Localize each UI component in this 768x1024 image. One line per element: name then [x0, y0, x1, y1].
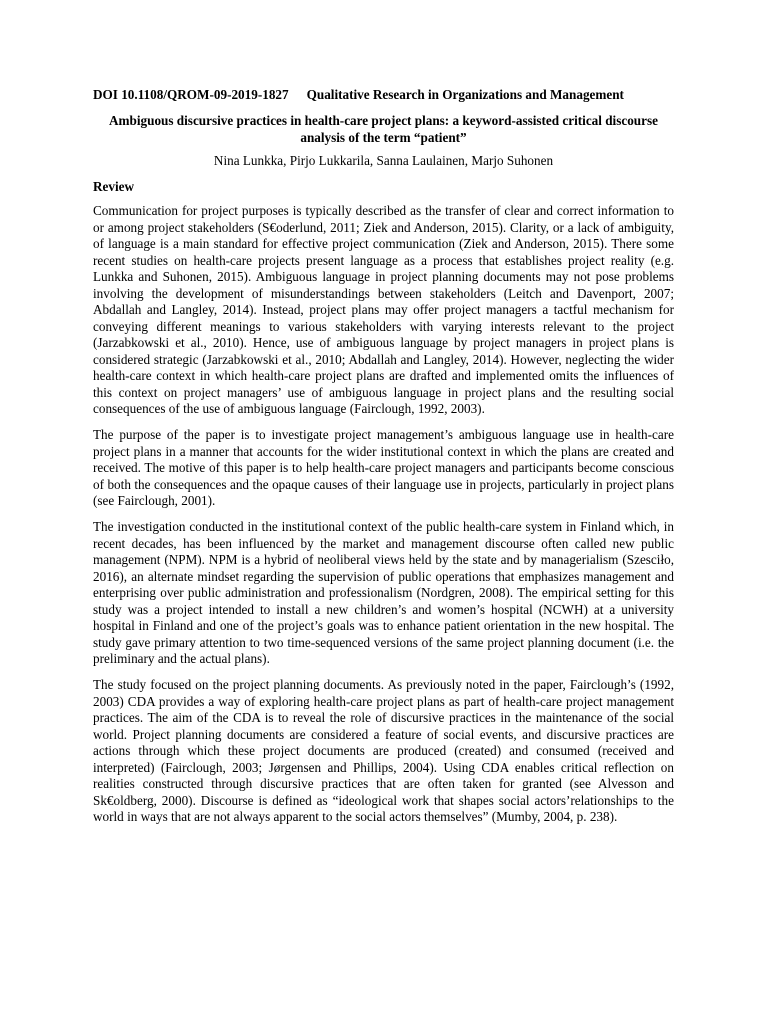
paper-page: [93, 86, 674, 835]
paper-title: Ambiguous discursive practices in health-care project plans: a keyword-assisted critical discourse analysis of the term “patient”: [109, 113, 658, 145]
body-paragraph-3: The investigation conducted in the institutional context of the public health-care system in Finland which, in recent decades, has been influenced by the market and management discourse often called new public management (NPM). NPM is a hybrid of neoliberal views held by the state and by managerialism (Szesciło, 2016), an alternate mindset regarding the supervision of public operations that emphasizes management and enterprising over public administration and professionalism (Nordgren, 2008). The empirical setting for this study was a project intended to install a new children’s and women’s hospital (NCWH) at a university hospital in Finland and one of the project’s goals was to enhance patient orientation in the new hospital. The study gave primary attention to two time-sequenced versions of the same project planning document (i.e. the preliminary and the actual plans).: [93, 519, 674, 666]
author-list: Nina Lunkka, Pirjo Lukkarila, Sanna Laulainen, Marjo Suhonen: [213, 153, 554, 168]
body-paragraph-1: Communication for project purposes is typically described as the transfer of clear and correct information to or among project stakeholders (S€oderlund, 2011; Ziek and Anderson, 2015). Clarity, or a lack of ambiguity, of language is a main standard for effective project communication (Ziek and Anderson, 2015). There some recent studies on health-care projects present language as a process that establishes project reality (e.g. Lunkka and Suhonen, 2015). Ambiguous language in project planning documents may not pose problems involving the development of misunderstandings between stakeholders (Leitch and Davenport, 2007; Abdallah and Langley, 2014). Instead, project plans may offer project managers a tactful mechanism for conveying different meanings to various stakeholders with varying interests relevant to the project (Jarzabkowski et al., 2010). Hence, use of ambiguous language by project managers in project plans is considered strategic (Jarzabkowski et al., 2010; Abdallah and Langley, 2014). However, neglecting the wider health-care context in which health-care project plans are drafted and implemented omits the influences of this context on project managers’ use of ambiguous language in project plans and the resulting social consequences of the use of ambiguous language (Fairclough, 1992, 2003).: [93, 203, 674, 416]
section-heading-review: Review: [93, 179, 135, 194]
running-header: [93, 86, 674, 104]
body-paragraph-2: The purpose of the paper is to investigate project management’s ambiguous language use in health-care project plans in a manner that accounts for the wider institutional context in which the plans are created and received. The motive of this paper is to help health-care project managers and participants become conscious of both the consequences and the opaque causes of their language use in projects, particularly in project plans (see Fairclough, 2001).: [93, 427, 674, 508]
journal-name: Qualitative Research in Organizations and Management: [306, 87, 624, 102]
body-paragraph-4: The study focused on the project planning documents. As previously noted in the paper, Fairclough’s (1992, 2003) CDA provides a way of exploring health-care project plans as part of health-care project management practices. The aim of the CDA is to reveal the role of discursive practices in the maintenance of the social world. Project planning documents are considered a feature of social events, and discursive practices are actions through which these project documents are produced (created) and consumed (received and interpreted) (Fairclough, 2003; Jørgensen and Phillips, 2004). Using CDA enables critical reflection on realities constructed through discursive practices that are often taken for granted (see Alvesson and Sk€oldberg, 2000). Discourse is defined as “ideological work that shapes social actors’relationships to the world in ways that are not always apparent to the social actors themselves” (Mumby, 2004, p. 238).: [93, 677, 674, 824]
doi-label: DOI 10.1108/QROM-09-2019-1827: [93, 87, 289, 102]
